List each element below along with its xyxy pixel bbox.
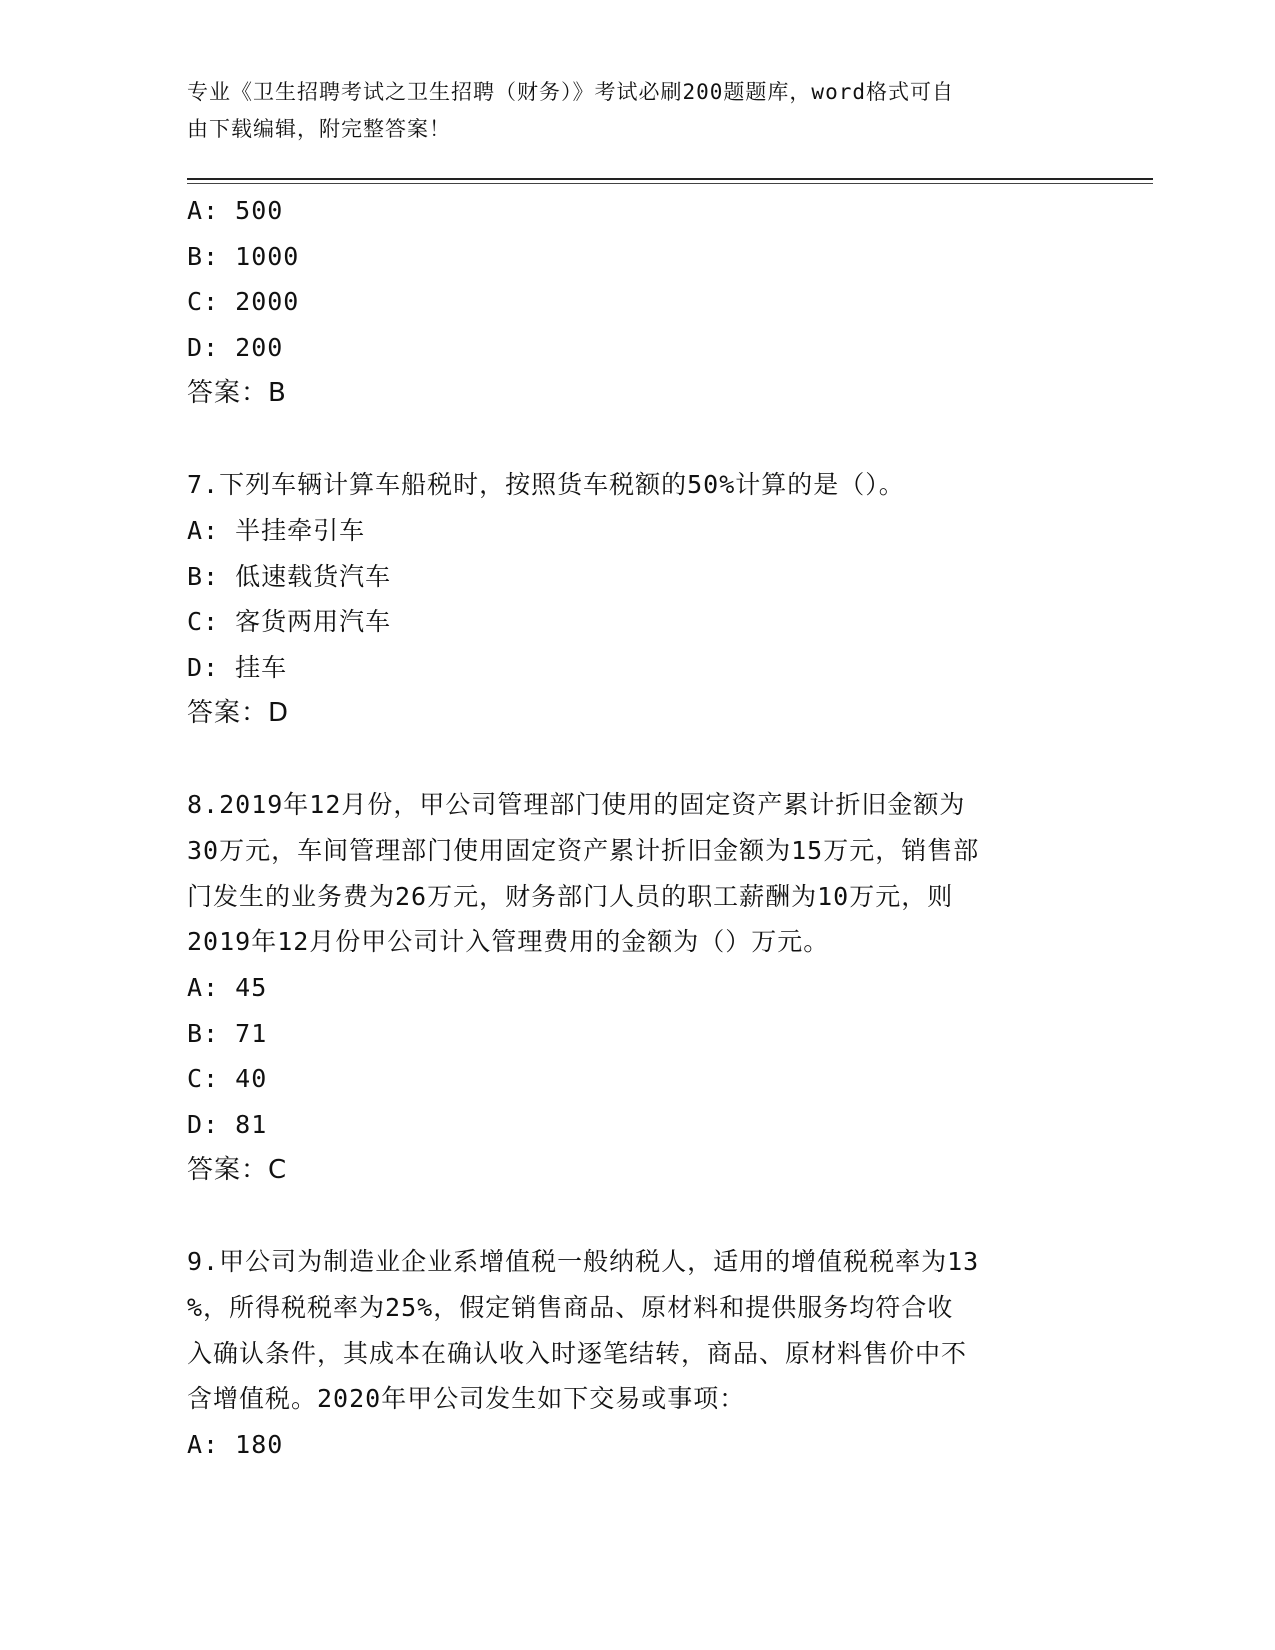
question-stem-line: 含增值税。2020年甲公司发生如下交易或事项：: [187, 1384, 746, 1414]
question-stem-line: 2019年12月份甲公司计入管理费用的金额为（）万元。: [187, 927, 830, 957]
question-stem-line: 入确认条件，其成本在确认收入时逐笔结转，商品、原材料售价中不: [187, 1338, 968, 1368]
question-stem: 7.下列车辆计算车船税时，按照货车税额的50%计算的是（）。: [187, 470, 905, 500]
option-b: B: 低速载货汽车: [187, 561, 392, 591]
question-stem-line: 30万元，车间管理部门使用固定资产累计折旧金额为15万元，销售部: [187, 835, 980, 865]
question-stem-line: 9.甲公司为制造业企业系增值税一般纳税人，适用的增值税税率为13: [187, 1247, 980, 1277]
answer-label: 答案：C: [187, 1154, 288, 1185]
spacer: [187, 736, 1087, 782]
spacer: [187, 417, 1087, 463]
question-block-9: [187, 1239, 1087, 1468]
spacer: [187, 1193, 1087, 1239]
option-c: C: 40: [187, 1064, 268, 1094]
option-c: C: 2000: [187, 287, 300, 317]
question-stem-line: 8.2019年12月份，甲公司管理部门使用的固定资产累计折旧金额为: [187, 790, 966, 820]
option-a: A: 180: [187, 1429, 284, 1459]
option-b: B: 71: [187, 1018, 268, 1048]
option-a: A: 45: [187, 972, 268, 1002]
question-stem-line: %，所得税税率为25%，假定销售商品、原材料和提供服务均符合收: [187, 1292, 954, 1322]
answer-label: 答案：D: [187, 697, 290, 728]
question-block-8: [187, 782, 1087, 1193]
option-c: C: 客货两用汽车: [187, 607, 392, 637]
header-line-1: 专业《卫生招聘考试之卫生招聘（财务）》考试必刷200题题库，word格式可自: [187, 80, 954, 104]
document-header: [187, 74, 1067, 148]
question-block-previous: [187, 188, 1087, 417]
question-stem-line: 门发生的业务费为26万元，财务部门人员的职工薪酬为10万元，则: [187, 881, 954, 911]
option-d: D: 81: [187, 1110, 268, 1140]
option-b: B: 1000: [187, 241, 300, 271]
question-block-7: [187, 462, 1087, 736]
option-d: D: 200: [187, 333, 284, 363]
header-divider-thick: [187, 178, 1153, 180]
option-a: A: 半挂牵引车: [187, 515, 366, 545]
header-divider-thin: [187, 183, 1153, 184]
header-line-2: 由下载编辑，附完整答案！: [187, 117, 451, 141]
answer-label: 答案：B: [187, 377, 287, 408]
option-d: D: 挂车: [187, 653, 288, 683]
option-a: A: 500: [187, 196, 284, 225]
question-list: [187, 188, 1087, 1468]
